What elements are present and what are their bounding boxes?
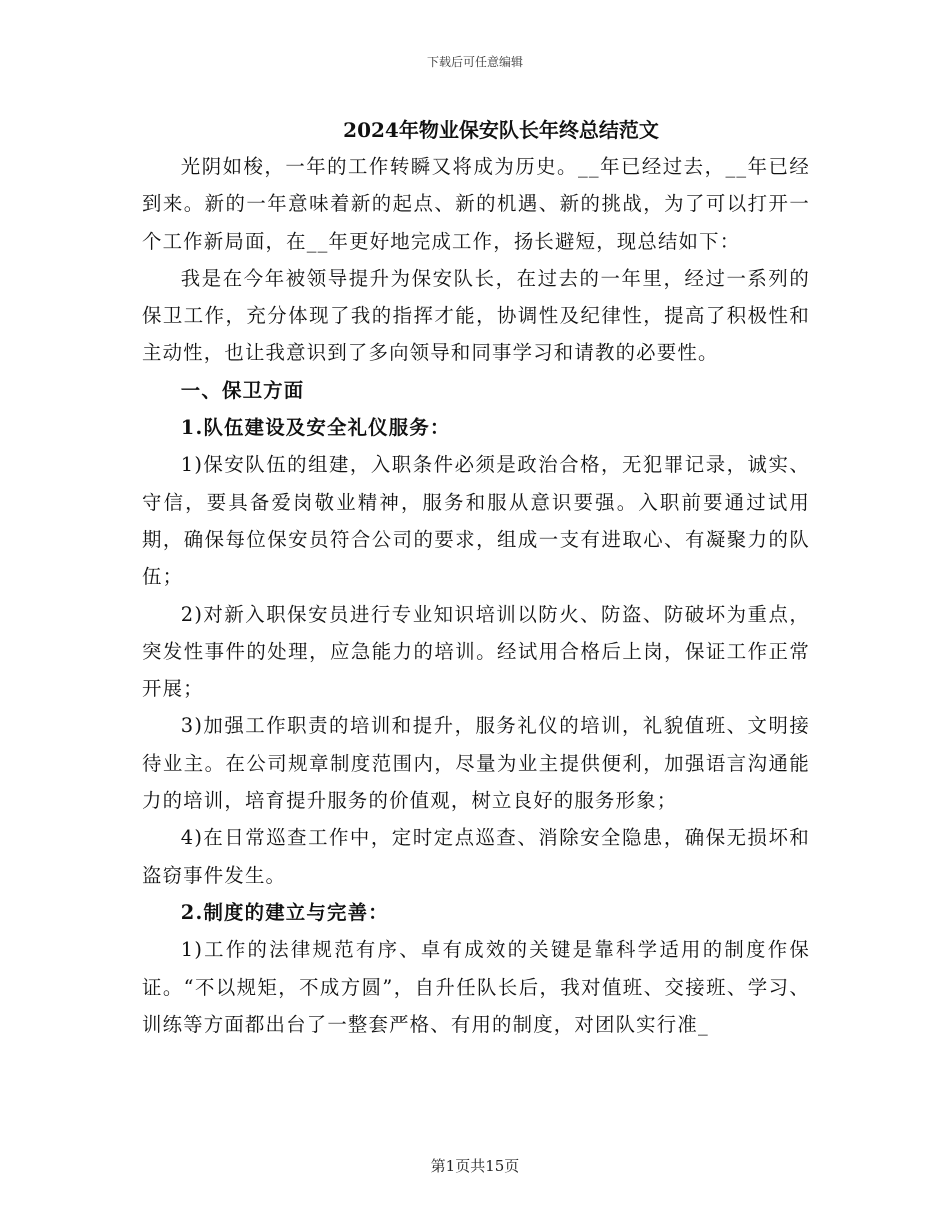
list-item-3: 3)加强工作职责的培训和提升，服务礼仪的培训，礼貌值班、文明接待业主。在公司规章制度范围内，尽量为业主提供便利，加强语言沟通能力的培训，培育提升服务的价值观，树立良好的服务形象； [142, 714, 810, 813]
list-item-rules-1: 1)工作的法律规范有序、卓有成效的关键是靠科学适用的制度作保证。“不以规矩，不成方圆”，自升任队长后，我对值班、交接班、学习、训练等方面都出台了一整套严格、有用的制度，对团队实行准_ [142, 938, 810, 1036]
list-item-1: 1)保安队伍的组建，入职条件必须是政治合格，无犯罪记录，诚实、守信，要具备爱岗敬业精神，服务和服从意识要强。入职前要通过试用期，确保每位保安员符合公司的要求，组成一支有进取心、有凝聚力的队伍； [142, 453, 810, 589]
list-item-2: 2)对新入职保安员进行专业知识培训以防火、防盗、防破坏为重点，突发性事件的处理，应急能力的培训。经试用合格后上岗，保证工作正常开展； [142, 602, 810, 701]
page-header-note: 下载后可任意编辑 [426, 55, 523, 69]
paragraph-intro: 光阴如梭，一年的工作转瞬又将成为历史。__年已经过去，__年已经到来。新的一年意味着新的起点、新的机遇、新的挑战，为了可以打开一个工作新局面，在__年更好地完成工作，扬长避短，现总结如下： [142, 155, 810, 253]
page-number: 第1页共15页 [430, 1157, 520, 1175]
document-body [142, 112, 810, 1043]
subsection-heading-team: 1.队伍建设及安全礼仪服务： [180, 416, 451, 440]
paragraph-promotion: 我是在今年被领导提升为保安队长，在过去的一年里，经过一系列的保卫工作，充分体现了我的指挥才能，协调性及纪律性，提高了积极性和主动性，也让我意识到了多向领导和同事学习和请教的必要性。 [142, 266, 810, 365]
list-item-4: 4)在日常巡查工作中，定时定点巡查、消除安全隐患，确保无损坏和盗窃事件发生。 [142, 826, 810, 887]
section-heading-security: 一、保卫方面 [180, 378, 305, 402]
document-title: 2024年物业保安队长年终总结范文 [343, 118, 659, 142]
subsection-heading-rules: 2.制度的建立与完善： [180, 900, 389, 924]
